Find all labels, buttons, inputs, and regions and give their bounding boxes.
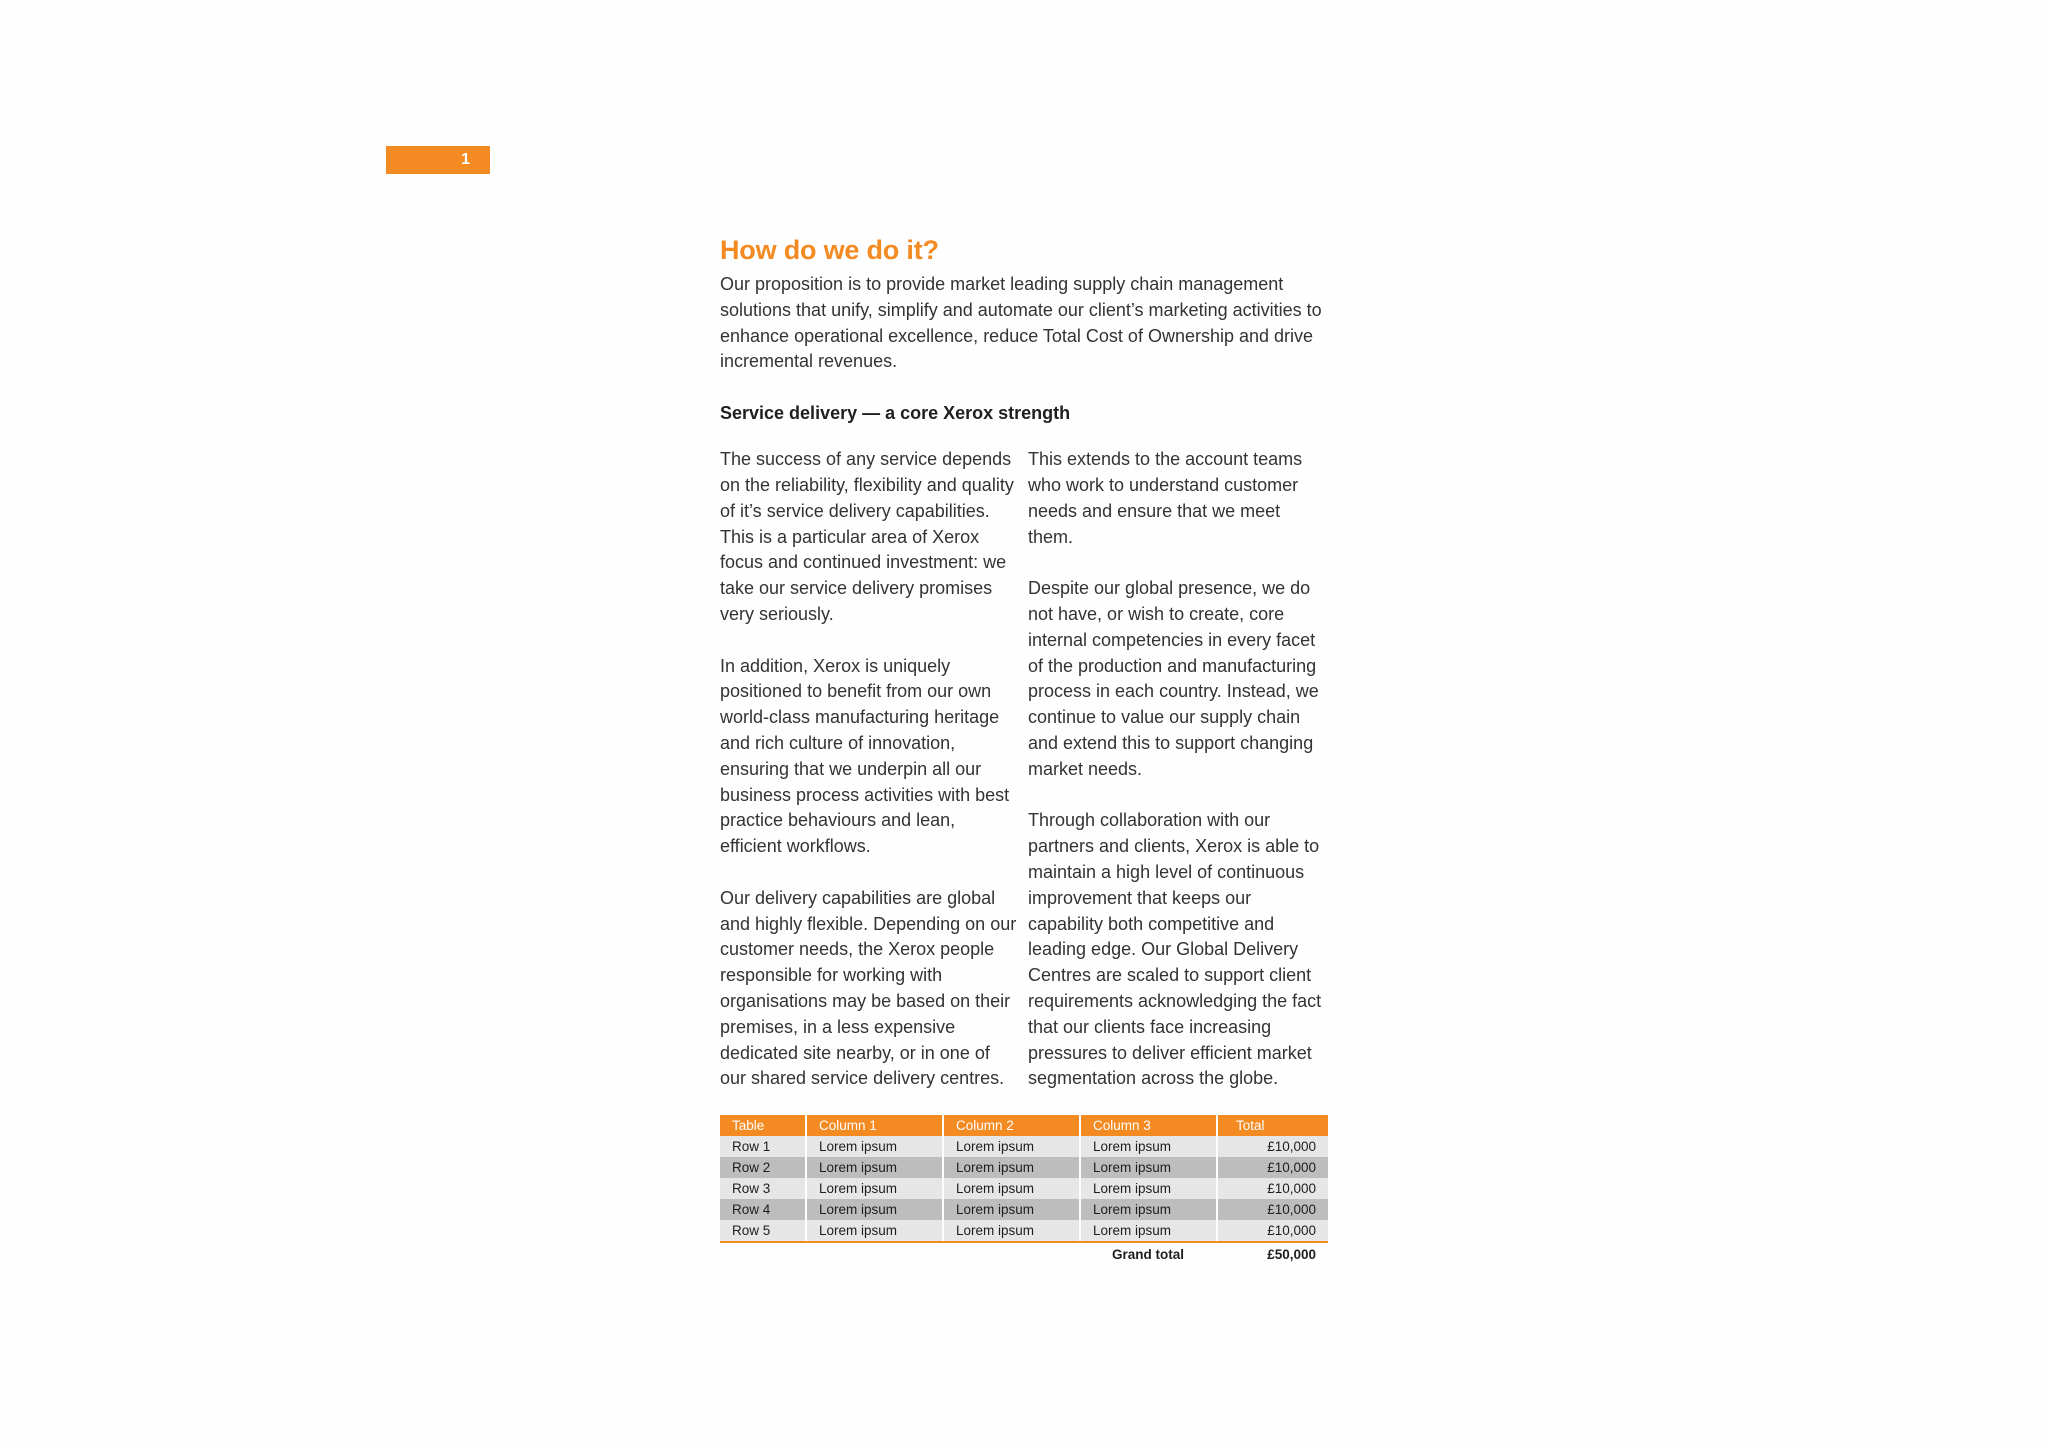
table-cell: Lorem ipsum [943,1220,1080,1242]
grand-total-label: Grand total [720,1242,1217,1265]
right-column [1028,447,1328,1092]
table-cell: Lorem ipsum [806,1157,943,1178]
table-cell: Row 5 [720,1220,806,1242]
right-paragraph-2: Despite our global presence, we do not have, or wish to create, core internal competencies in every facet of the production and manufacturing process in each country. Instead, we continue to value our supply chain and extend this to support changing market needs. [1028,578,1319,779]
table-header-cell: Column 2 [943,1115,1080,1136]
table-cell: Lorem ipsum [1080,1199,1217,1220]
table-cell: Lorem ipsum [1080,1157,1217,1178]
table-cell: £10,000 [1217,1199,1328,1220]
main-content [720,232,1328,1265]
table-cell: Row 1 [720,1136,806,1157]
table-cell: Lorem ipsum [806,1178,943,1199]
table-cell: Lorem ipsum [806,1136,943,1157]
table-row [720,1157,1328,1178]
left-paragraph-2: In addition, Xerox is uniquely positioned to benefit from our own world-class manufacturing heritage and rich culture of innovation, ensuring that we underpin all our business process activities with best practice behaviours and lean, efficient workflows. [720,655,1010,857]
table-row [720,1178,1328,1199]
table-row [720,1199,1328,1220]
table-cell: Lorem ipsum [943,1178,1080,1199]
grand-total-value: £50,000 [1267,1246,1316,1262]
table-cell: Row 2 [720,1157,806,1178]
table-header-cell: Total [1217,1115,1328,1136]
table-cell: Row 3 [720,1178,806,1199]
table-row [720,1220,1328,1242]
table-cell: Lorem ipsum [806,1199,943,1220]
section-subheading: Service delivery — a core Xerox strength [720,403,1071,424]
table-cell: Lorem ipsum [943,1136,1080,1157]
table-header-cell: Table [720,1115,806,1136]
table-cell: Lorem ipsum [943,1157,1080,1178]
table-cell: Lorem ipsum [1080,1136,1217,1157]
page-heading: How do we do it? [720,235,939,265]
intro-paragraph: Our proposition is to provide market leading supply chain management solutions that unify, simplify and automate our client’s marketing activities to enhance operational excellence, reduce Total Cost of Ownership and drive incremental revenues. [720,274,1322,372]
table-cell: £10,000 [1217,1178,1328,1199]
table-cell: Lorem ipsum [806,1220,943,1242]
grand-total-row [720,1242,1328,1265]
table-header-cell: Column 1 [806,1115,943,1136]
left-paragraph-3: Our delivery capabilities are global and highly flexible. Depending on our customer needs, the Xerox people responsible for working with organisations may be based on their premises, in a less expensive dedicated site nearby, or in one of our shared service delivery centres. [720,887,1017,1089]
right-paragraph-1: This extends to the account teams who work to understand customer needs and ensure that we meet them. [1028,449,1303,547]
table-cell: £10,000 [1217,1157,1328,1178]
table-cell: Lorem ipsum [943,1199,1080,1220]
left-paragraph-1: The success of any service depends on the reliability, flexibility and quality of it’s service delivery capabilities. This is a particular area of Xerox focus and continued investment: we take our service delivery promises very seriously. [720,449,1014,624]
table-cell: £10,000 [1217,1220,1328,1242]
table-cell: Row 4 [720,1199,806,1220]
table-cell: Lorem ipsum [1080,1220,1217,1242]
table-row [720,1136,1328,1157]
left-column [720,447,1020,1092]
table-cell: £10,000 [1217,1136,1328,1157]
table-cell: Lorem ipsum [1080,1178,1217,1199]
summary-table [720,1115,1328,1265]
right-paragraph-3: Through collaboration with our partners and clients, Xerox is able to maintain a high level of continuous improvement that keeps our capability both competitive and leading edge. Our Global Delivery Centres are scaled to support client requirements acknowledging the fact that our clients face increasing pressures to deliver efficient market segmentation across the globe. [1028,810,1322,1089]
table-header-row [720,1115,1328,1136]
page-number: 1 [461,151,470,168]
two-column-body [720,447,1328,1092]
page-number-tab [386,146,490,174]
table-header-cell: Column 3 [1080,1115,1217,1136]
